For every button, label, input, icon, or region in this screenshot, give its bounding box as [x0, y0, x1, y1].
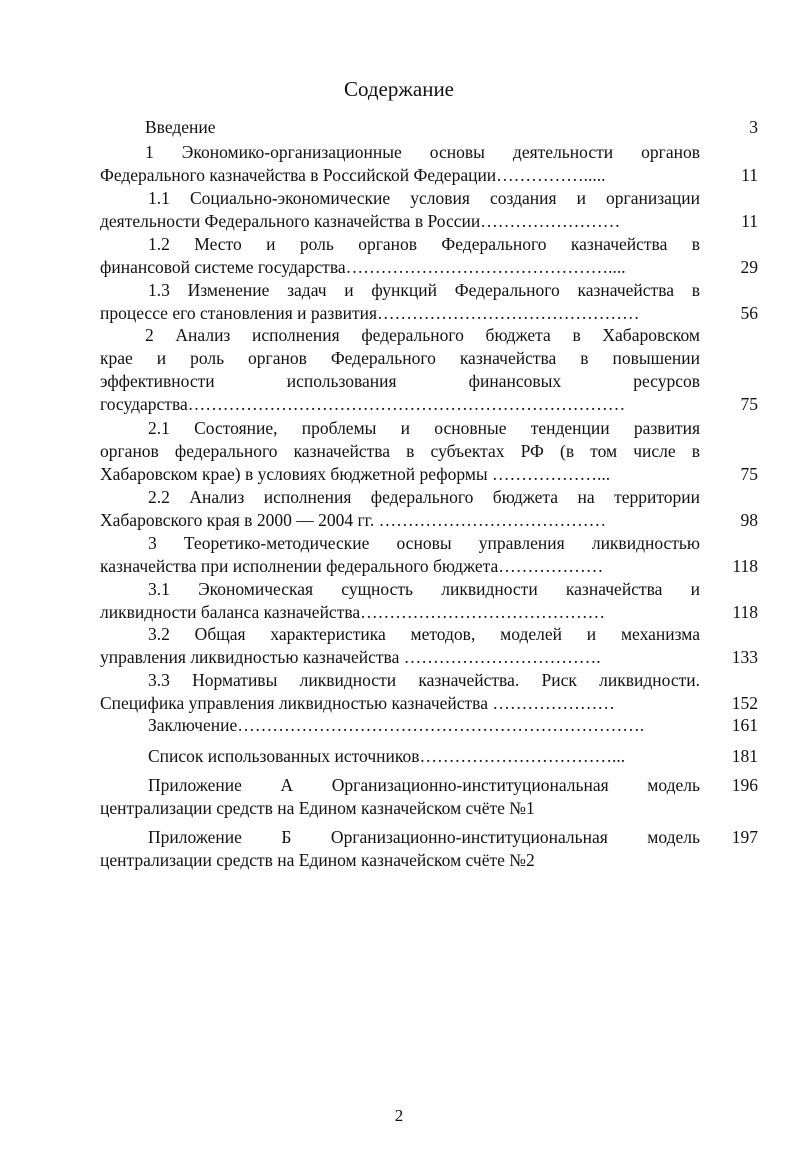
toc-entry-line: Приложение Б Организационно-институциональная модель — [148, 827, 700, 847]
toc-entry — [100, 116, 700, 139]
toc-entry-line: крае и роль органов Федерального казначейства в повышении — [100, 348, 700, 368]
toc-entry-line: Список использованных источников……………………………... — [148, 746, 626, 766]
toc-entry-line: 1.2 Место и роль органов Федерального казначейства в — [148, 234, 700, 254]
toc-entry — [100, 669, 700, 715]
toc-entry-line: Заключение……………………………………………………………. — [148, 715, 645, 735]
toc-entry-line: процессе его становления и развития……………………………………… — [100, 303, 640, 323]
toc-entry-line: казначейства при исполнении федерального бюджета……………… — [100, 556, 604, 576]
toc-page-number: 118 — [732, 602, 758, 622]
toc-page-number: 56 — [740, 303, 758, 323]
toc-entry-line: финансовой системе государства……………………………………….... — [100, 257, 626, 277]
toc-entry — [100, 187, 700, 233]
toc-entry-line: 2.2 Анализ исполнения федерального бюджета на территории — [148, 487, 700, 507]
toc-entry — [100, 578, 700, 624]
toc-page-number: 133 — [731, 647, 758, 667]
toc-page-number: 75 — [740, 464, 758, 484]
toc-page-number: 196 — [731, 775, 758, 795]
toc-entry — [100, 141, 700, 187]
toc-entry — [100, 417, 700, 486]
toc-entry — [100, 532, 700, 578]
toc-entry-line: Приложение А Организационно-институциональная модель — [148, 775, 700, 795]
toc-page-number: 152 — [731, 693, 758, 713]
toc-entry — [100, 826, 700, 872]
toc-entry-line: органов федерального казначейства в субъектах РФ (в том числе в — [100, 441, 700, 461]
toc-entry-line: ликвидности баланса казначейства…………………………………… — [100, 602, 606, 622]
toc-entry-line: 1.3 Изменение задач и функций Федерального казначейства в — [148, 280, 700, 300]
toc-page-number: 197 — [731, 827, 758, 847]
toc-entry — [100, 279, 700, 325]
toc-entry-line: Специфика управления ликвидностью казначейства ………………… — [100, 693, 615, 713]
toc-page-number: 181 — [731, 746, 758, 766]
toc-entry-line: 3 Теоретико-методические основы управления ликвидностью — [148, 533, 700, 553]
toc-entry-line: 3.1 Экономическая сущность ликвидности казначейства и — [148, 579, 700, 599]
toc-page-number: 29 — [740, 257, 758, 277]
toc-page-number: 11 — [741, 211, 758, 231]
page-number: 2 — [394, 1106, 404, 1125]
toc-entry-line: 3.2 Общая характеристика методов, моделей и механизма — [148, 624, 700, 644]
toc-page-number: 161 — [731, 715, 758, 735]
toc-entry-line: управления ликвидностью казначейства ……………………………. — [100, 647, 601, 667]
toc-entry — [100, 623, 700, 669]
toc-entry-line: государства………………………………………………………………… — [100, 394, 626, 414]
toc-entry-line: деятельности Федерального казначейства в России…………………… — [100, 211, 621, 231]
toc-entry-line: 3.3 Нормативы ликвидности казначейства. Риск ликвидности. — [148, 670, 700, 690]
toc-page-number: 3 — [749, 117, 758, 137]
toc-entry-line: эффективности использования финансовых ресурсов — [100, 371, 700, 391]
toc-entry — [100, 486, 700, 532]
toc-page-number: 75 — [740, 394, 758, 414]
toc-entry — [100, 745, 700, 768]
toc-entry — [100, 324, 700, 416]
toc-entry-line: 2.1 Состояние, проблемы и основные тенденции развития — [148, 418, 700, 438]
toc-entry — [100, 714, 700, 737]
toc-page-number: 11 — [741, 165, 758, 185]
page-title: Содержание — [343, 77, 455, 101]
toc-entry-line: 2 Анализ исполнения федерального бюджета в Хабаровском — [145, 325, 700, 345]
toc-entry-line: Федерального казначейства в Российской Федерации……………..... — [100, 165, 606, 185]
toc-entry-line: централизации средств на Едином казначейском счёте №1 — [100, 798, 535, 818]
toc-page-number: 118 — [732, 556, 758, 576]
toc-entry-line: 1 Экономико-организационные основы деятельности органов — [145, 142, 700, 162]
toc-entry-line: Введение — [145, 117, 216, 137]
toc-entry — [100, 233, 700, 279]
toc-entry — [100, 774, 700, 820]
toc-entry-line: Хабаровского края в 2000 — 2004 гг. ………………………………… — [100, 510, 607, 530]
toc-entry-line: Хабаровском крае) в условиях бюджетной реформы ………………... — [100, 464, 611, 484]
toc-page-number: 98 — [740, 510, 758, 530]
toc-entry-line: централизации средств на Едином казначейском счёте №2 — [100, 850, 535, 870]
toc-entry-line: 1.1 Социально-экономические условия создания и организации — [148, 188, 700, 208]
